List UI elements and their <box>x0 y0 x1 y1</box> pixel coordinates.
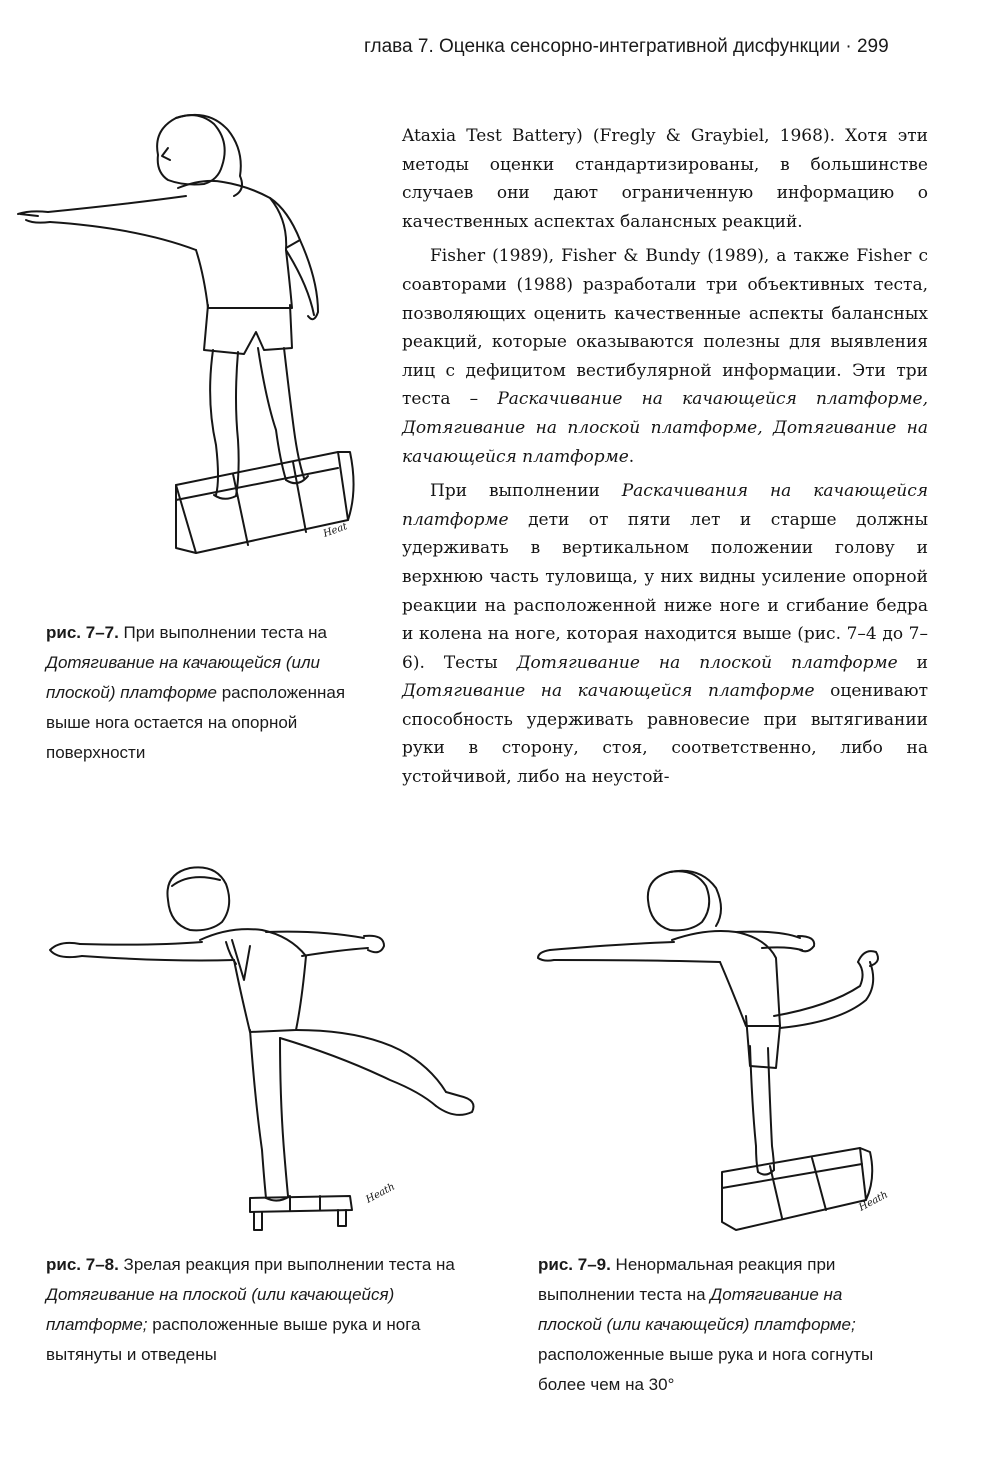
paragraph-3 <box>402 477 928 792</box>
figure-7-7-illustration <box>8 100 378 570</box>
paragraph-3-b: Раскачивания на качающейся платформе <box>402 481 928 530</box>
caption-7-7-text-c: расположенная выше нога остается на опорной поверхности <box>46 683 346 762</box>
artist-signature-7-7: Heat <box>321 521 349 540</box>
paragraph-1: Ataxia Test Battery) (Fregly & Graybiel, 1968). Хотя эти методы оценки стандартизированы, в большинстве случаев они дают ограниченную информацию о качественных аспектах балансных реакций. <box>402 126 928 232</box>
caption-7-7-test-name: Дотягивание на качающейся (или плоской) платформе <box>46 653 321 702</box>
paragraph-2-c: . <box>628 446 635 467</box>
figure-7-8-illustration <box>40 860 500 1240</box>
figure-7-9-illustration <box>530 866 930 1246</box>
caption-7-7-label: рис. 7–7. <box>46 623 119 642</box>
paragraph-2 <box>402 242 928 471</box>
artist-signature-7-9: Heath <box>857 1189 890 1214</box>
paragraph-2-tests: Раскачивание на качающейся платформе, Дотягивание на плоской платформе, Дотягивание на качающейся платформе <box>402 389 928 467</box>
caption-7-8-text-a: Зрелая реакция при выполнении теста на <box>118 1255 455 1274</box>
body-text <box>402 122 928 792</box>
page-header <box>364 36 964 58</box>
caption-7-7 <box>46 618 362 768</box>
caption-7-8-text-c: расположенные выше рука и нога вытянуты и отведены <box>46 1315 421 1364</box>
caption-7-7-text-a: При выполнении теста на <box>118 623 328 642</box>
running-head: глава 7. Оценка сенсорно-интегративной дисфункции · 299 <box>364 36 889 57</box>
caption-7-8-label: рис. 7–8. <box>46 1255 119 1274</box>
paragraph-3-c: дети от пяти лет и старше должны удерживать в вертикальном положении голову и верхнюю часть туловища, у них видны усиление опорной реакции на расположенной ниже ноге и сгибание бедра и колена на ноге, которая находится выше (рис. 7–4 до 7–6). Тесты <box>402 509 928 673</box>
artist-signature-7-8: Heath <box>364 1181 397 1206</box>
paragraph-3-g: оценивают способность удерживать равновесие при вытягивании руки в сторону, стоя, соответственно, либо на устойчивой, либо на неустой- <box>402 681 928 788</box>
paragraph-2-a: Fisher (1989), Fisher & Bundy (1989), а также Fisher с соавторами (1988) разработали три объективных теста, позволяющих оценить качественные аспекты балансных реакций, которые оказываются полезны для выявления лиц с дефицитом вестибулярной информации. Эти три теста – <box>402 246 928 410</box>
paragraph-3-a: При выполнении <box>430 481 622 502</box>
caption-7-9-text-c: расположенные выше рука и нога согнуты более чем на 30° <box>538 1345 874 1394</box>
paragraph-3-f: Дотягивание на качающейся платформе <box>402 681 815 702</box>
paragraph-3-e: и <box>897 652 928 673</box>
caption-7-9-test-name: Дотягивание на плоской (или качающейся) платформе; <box>538 1285 856 1334</box>
caption-7-8-test-name: Дотягивание на плоской (или качающейся) платформе; <box>46 1285 395 1334</box>
caption-7-9-label: рис. 7–9. <box>538 1255 611 1274</box>
caption-7-9-text-a: Ненормальная реакция при выполнении теста на <box>538 1255 836 1304</box>
caption-7-9 <box>538 1250 910 1400</box>
caption-7-8 <box>46 1250 468 1370</box>
paragraph-3-d: Дотягивание на плоской платформе <box>516 652 898 673</box>
